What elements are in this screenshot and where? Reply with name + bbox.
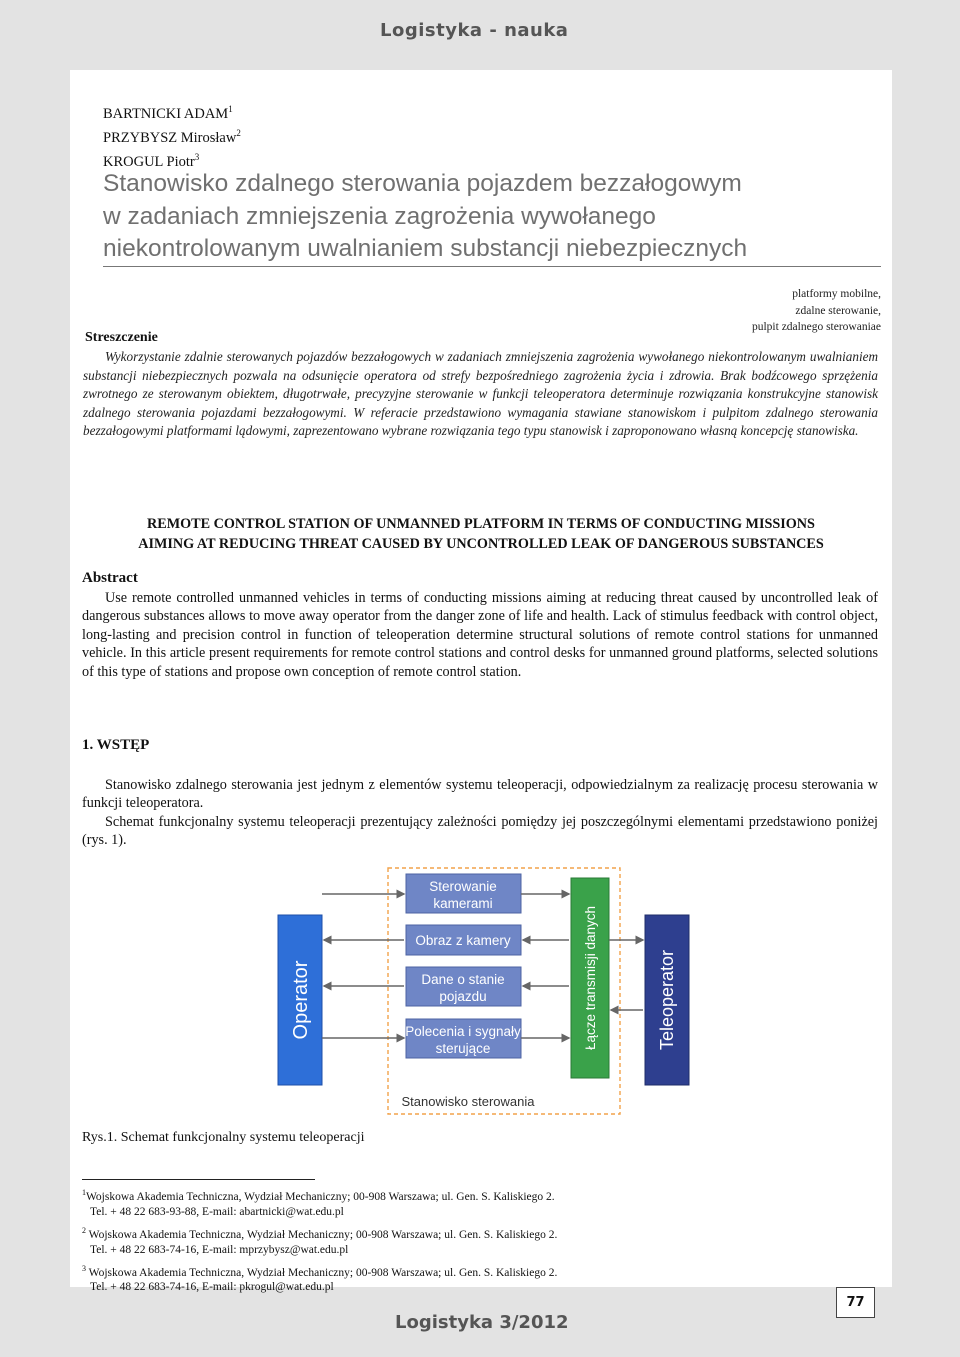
- abstract-en-heading: Abstract: [82, 570, 138, 586]
- section-heading: 1. WSTĘP: [82, 737, 150, 753]
- box-commands-label: Polecenia i sygnały sterujące: [405, 1024, 521, 1056]
- box-camera-control-label: Sterowanie kamerami: [429, 879, 497, 911]
- box-vehicle-data-label: Dane o stanie pojazdu: [421, 972, 505, 1004]
- footnote: $^3$ Wojskowa Akademia Techniczna, Wydział Mechaniczny; 00-908 Warszawa; ul. Gen. S. Kaliskiego 2. Tel. + 48 22 683-74-16, E-mail: pkrogul@wat.edu.pl: [82, 1263, 558, 1294]
- abstract-en-text: Use remote controlled unmanned vehicles in terms of conducting missions aiming at reducing threat caused by uncontrolled leak of dangerous substances allows to move away operator from the danger zone of life and health. Lack of stimulus feedback with control object, long-lasting and precision control in function of teleoperation determine structural solutions of remote control stations for unmanned vehicle. In this article present requirements for remote control stations and control desks for unmanned ground platforms, selected solutions of this type of stations and propose own conception of remote control station.: [82, 590, 878, 680]
- english-title: REMOTE CONTROL STATION OF UNMANNED PLATFORM IN TERMS OF CONDUCTING MISSIONS AIMING AT REDUCING THREAT CAUSED BY UNCONTROLLED LEAK OF DANGEROUS SUBSTANCES: [138, 516, 824, 552]
- paragraph: Stanowisko zdalnego sterowania jest jednym z elementów systemu teleoperacji, odpowiedzialnym za realizację procesu sterowania w funkcji teleoperatora.: [82, 777, 878, 812]
- abstract-pl-text: Wykorzystanie zdalnie sterowanych pojazdów bezzałogowych w zadaniach zmniejszenia zagrożenia wywołanego niekontrolowanym uwalnianiem substancji niebezpiecznych pozwala na odsunięcie operatora od strefy bezpośredniego zagrożenia życia i zdrowia. Brak bodźcowego sprzężenia zwrotnego ze sterowanym obiektem, długotrwałe, precyzyjne sterowanie w funkcji teleoperatora determinuje rozwiązania konstrukcyjne stanowisk zdalnego sterowania pojazdami bezzałogowymi. W referacie przedstawiono wymagania stawiane stanowiskom i pulpitom zdalnego sterowania bezzałogowymi platformami lądowymi, zaprezentowano wybrane rozwiązania tego typu stanowisk i zaproponowano własną koncepcję stanowiska.: [83, 349, 878, 438]
- paper-title: Stanowisko zdalnego sterowania pojazdem bezzałogowym w zadaniach zmniejszenia zagrożenia wywołanego niekontrolowanym uwalnianiem substancji niebezpiecznych: [103, 170, 748, 262]
- footnotes: [82, 1185, 872, 1298]
- paragraph: Schemat funkcjonalny systemu teleoperacji prezentujący zależności pomiędzy jej poszczególnymi elementami przedstawiono poniżej (rys. 1).: [82, 814, 878, 849]
- footnote: $^1$Wojskowa Akademia Techniczna, Wydział Mechaniczny; 00-908 Warszawa; ul. Gen. S. Kaliskiego 2. Tel. + 48 22 683-93-88, E-mail: abartnicki@wat.edu.pl: [82, 1188, 555, 1218]
- data-link-label: Łącze transmisji danych: [583, 905, 598, 1051]
- figure-caption: Rys.1. Schemat funkcjonalny systemu teleoperacji: [82, 1130, 365, 1145]
- box-camera-image-label: Obraz z kamery: [415, 933, 511, 948]
- title-divider: [103, 266, 881, 267]
- author: KROGUL Piotr$^3$: [103, 151, 200, 170]
- operator-label: Operator: [290, 960, 312, 1040]
- footnote: $^2$ Wojskowa Akademia Techniczna, Wydział Mechaniczny; 00-908 Warszawa; ul. Gen. S. Kaliskiego 2. Tel. + 48 22 683-74-16, E-mail: mprzybysz@wat.edu.pl: [82, 1225, 558, 1256]
- teleoperation-diagram: [273, 860, 703, 1120]
- journal-footer: Logistyka 3/2012: [395, 1312, 569, 1333]
- keywords: platformy mobilne, zdalne sterowanie, pulpit zdalnego sterowaniae: [751, 288, 881, 333]
- author: BARTNICKI ADAM$^1$: [103, 104, 233, 122]
- station-label: Stanowisko sterowania: [401, 1094, 535, 1109]
- abstract-pl-heading: Streszczenie: [85, 330, 158, 345]
- teleoperator-label: Teleoperator: [657, 949, 677, 1051]
- page-number: 77: [836, 1287, 875, 1318]
- author: PRZYBYSZ Mirosław$^2$: [103, 127, 241, 146]
- paper-page: [70, 70, 892, 1294]
- journal-header: Logistyka - nauka: [380, 20, 569, 41]
- author-list: [103, 100, 241, 171]
- footnote-divider: [82, 1179, 315, 1180]
